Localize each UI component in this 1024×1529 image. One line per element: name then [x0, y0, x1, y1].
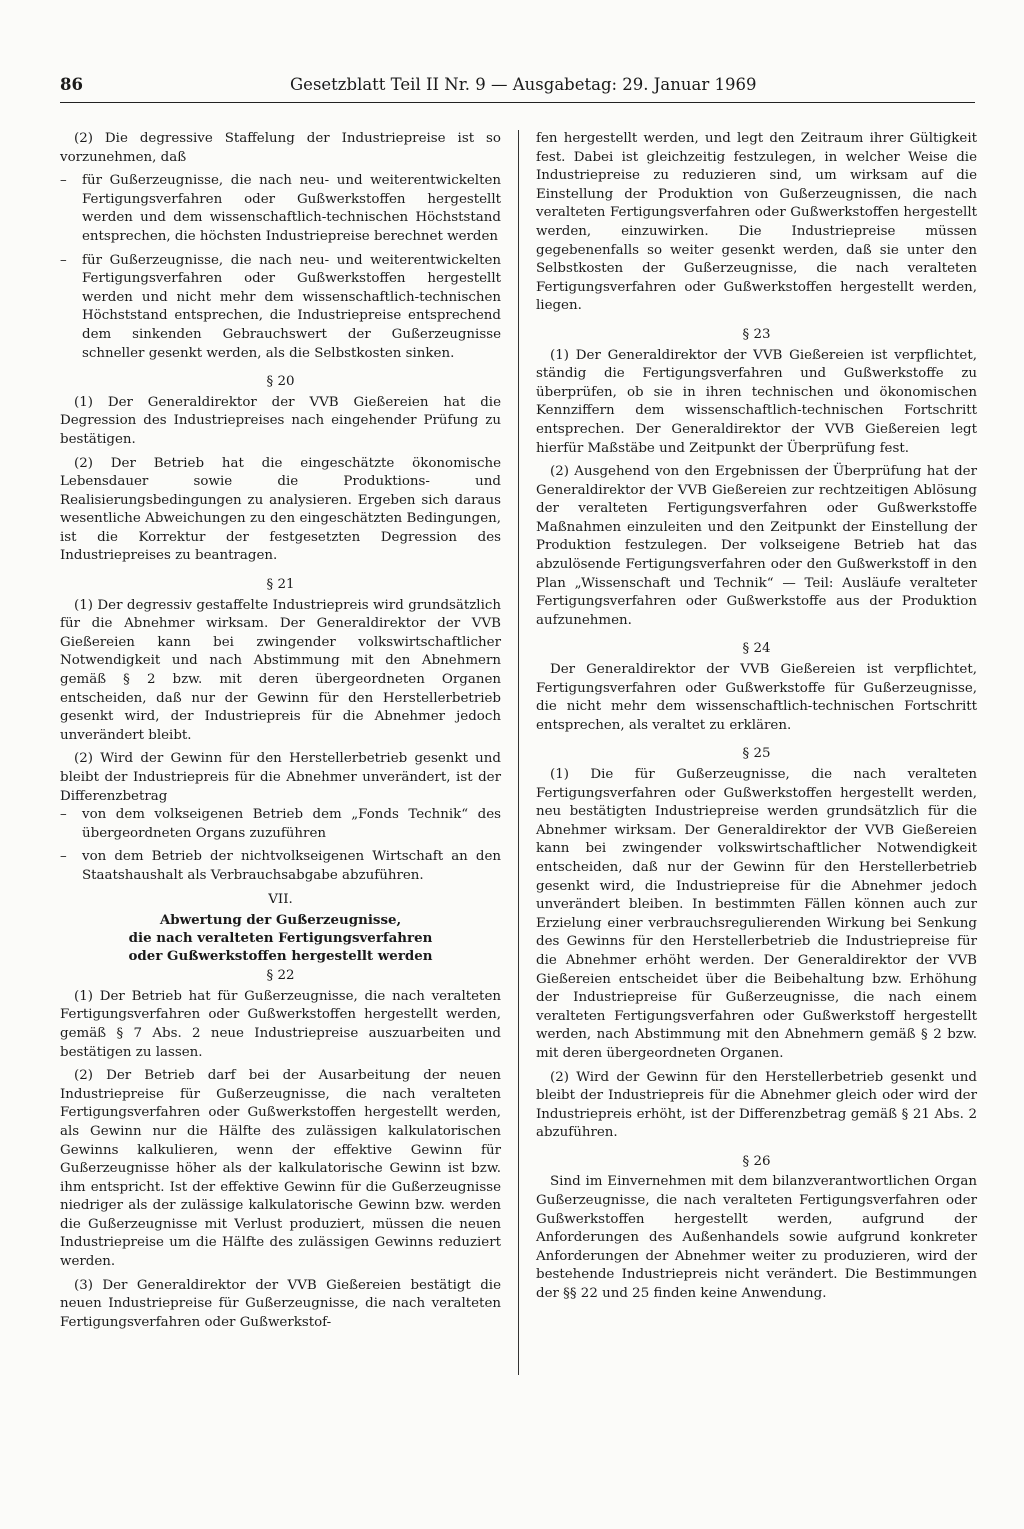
- section-heading: § 22: [266, 968, 295, 984]
- paragraph: (1) Der Generaldirektor der VVB Gießereien ist verpflichtet, ständig die Fertigungsverfahren und Gußwerkstoffe zu überprüfen, ob sie in ihren technischen und ökonomischen Kennziffern dem wissenschaftlich-technischen Fortschritt entsprechen. Der Generaldirektor der VVB Gießereien legt hierfür Maßstäbe und Zeitpunkt der Überprüfung fest.: [536, 347, 977, 456]
- section-heading: § 23: [742, 326, 771, 342]
- section-heading: § 20: [266, 374, 295, 390]
- paragraph: (2) Wird der Gewinn für den Herstellerbetrieb gesenkt und bleibt der Industriepreis für die Abnehmer gleich oder wird der Industriepreis erhöht, ist der Differenzbetrag gemäß § 21 Abs. 2 abzuführen.: [536, 1069, 977, 1141]
- paragraph: Sind im Einvernehmen mit dem bilanzverantwortlichen Organ Gußerzeugnisse, die nach veralteten Fertigungsverfahren oder Gußwerkstoffen hergestellt werden, aufgrund der Anforderungen des Außenhandels sowie aufgrund konkreter Anforderungen der Abnehmer weiter zu produzieren, wird der bestehende Industriepreis nicht verändert. Die Bestimmungen der §§ 22 und 25 finden keine Anwendung.: [536, 1174, 977, 1302]
- paragraph: (2) Wird der Gewinn für den Herstellerbetrieb gesenkt und bleibt der Industriepreis für die Abnehmer unverändert, ist der Differenzbetrag: [60, 751, 501, 804]
- left-column: [60, 130, 501, 1337]
- section-heading: § 25: [742, 746, 771, 762]
- paragraph: (1) Der Betrieb hat für Gußerzeugnisse, die nach veralteten Fertigungsverfahren oder Gußwerkstoffen hergestellt werden, gemäß § 7 Abs. 2 neue Industriepreise auszuarbeiten und bestätigen zu lassen.: [60, 988, 501, 1060]
- paragraph: Der Generaldirektor der VVB Gießereien ist verpflichtet, Fertigungsverfahren oder Gußwerkstoffe für Gußerzeugnisse, die nicht mehr dem wissenschaftlich-technischen Fortschritt entsprechen, als veraltet zu erklären.: [536, 662, 977, 733]
- paragraph: fen hergestellt werden, und legt den Zeitraum ihrer Gültigkeit fest. Dabei ist gleichzeitig festzulegen, in welcher Weise die Industriepreise zu reduzieren sind, um wirksam auf die Einstellung der Produktion von Gußerzeugnissen, die nach veralteten Fertigungsverfahren oder Gußwerkstoffen hergestellt werden, einzuwirken. Die Industriepreise müssen gegebenenfalls so weiter gesenkt werden, daß sie unter den Selbstkosten der Gußerzeugnisse, die nach veralteten Fertigungsverfahren oder Gußwerkstoffen hergestellt werden, liegen.: [536, 131, 977, 314]
- running-head: Gesetzblatt Teil II Nr. 9 — Ausgabetag: 29. Januar 1969: [290, 75, 757, 94]
- page-header: [60, 74, 975, 98]
- dash-item: – für Gußerzeugnisse, die nach neu- und weiterentwickelten Fertigungsverfahren oder Gußwerkstoffen hergestellt werden und nicht mehr dem wissenschaftlich-technischen Höchststand entsprechen, die Industriepreise entsprechend dem sinkenden Gebrauchswert der Gußerzeugnisse schneller gesenkt werden, als die Selbstkosten sinken.: [60, 252, 501, 364]
- section-heading: § 24: [742, 641, 771, 657]
- chapter-title-line: oder Gußwerkstoffen hergestellt werden: [128, 948, 433, 965]
- chapter-number: VII.: [268, 891, 293, 907]
- section-heading: § 21: [266, 577, 295, 593]
- paragraph: (1) Der degressiv gestaffelte Industriepreis wird grundsätzlich für die Abnehmer wirksam. Der Generaldirektor der VVB Gießereien kann bei zwingender volkswirtschaftlicher Notwendigkeit und nach Abstimmung mit den Abnehmern gemäß § 2 bzw. mit deren übergeordneten Organen entscheiden, daß nur der Gewinn für den Herstellerbetrieb gesenkt wird, der Industriepreis für die Abnehmer jedoch unverändert bleibt.: [60, 597, 501, 743]
- chapter-title-line: Abwertung der Gußerzeugnisse,: [159, 912, 402, 929]
- dash-item: – von dem Betrieb der nichtvolkseigenen Wirtschaft an den Staatshaushalt als Verbrauchsabgabe abzuführen.: [60, 848, 501, 885]
- paragraph: (2) Der Betrieb hat die eingeschätzte ökonomische Lebensdauer sowie die Produktions- und Realisierungsbedingungen zu analysieren. Ergeben sich daraus wesentliche Abweichungen zu den eingeschätzten Bedingungen, ist die Korrektur der festgesetzten Degression des Industriepreises zu beantragen.: [60, 455, 501, 564]
- page-number: 86: [60, 75, 83, 94]
- header-rule: [60, 102, 975, 103]
- paragraph: (2) Ausgehend von den Ergebnissen der Überprüfung hat der Generaldirektor der VVB Gießereien zur rechtzeitigen Ablösung der veralteten Fertigungsverfahren oder Gußwerkstoffe Maßnahmen einzuleiten und den Zeitpunkt der Einstellung der Produktion festzulegen. Der volkseigene Betrieb hat das abzulösende Fertigungsverfahren oder den Gußwerkstoff in den Plan „Wissenschaft und Technik“ — Teil: Ausläufe veralteter Fertigungsverfahren oder Gußwerkstoffe aus der Produktion aufzunehmen.: [536, 464, 977, 628]
- paragraph: (2) Die degressive Staffelung der Industriepreise ist so vorzunehmen, daß: [60, 131, 501, 165]
- paragraph: (1) Der Generaldirektor der VVB Gießereien hat die Degression des Industriepreises nach eingehender Prüfung zu bestätigen.: [60, 394, 501, 447]
- paragraph: (2) Der Betrieb darf bei der Ausarbeitung der neuen Industriepreise für Gußerzeugnisse, die nach veralteten Fertigungsverfahren oder Gußwerkstoffen hergestellt werden, als Gewinn nur die Hälfte des zulässigen kalkulatorischen Gewinns kalkulieren, wenn der effektive Gewinn für Gußerzeugnisse höher als der kalkulatorische Gewinn ist bzw. ihm entspricht. Ist der effektive Gewinn für die Gußerzeugnisse niedriger als der zulässige kalkulatorische Gewinn bzw. werden die Gußerzeugnisse mit Verlust produziert, müssen die neuen Industriepreise um die Hälfte des zulässigen Gewinns reduziert werden.: [60, 1068, 501, 1270]
- chapter-title: [60, 911, 501, 965]
- chapter-title-line: die nach veralteten Fertigungsverfahren: [128, 930, 433, 947]
- dash-item: – für Gußerzeugnisse, die nach neu- und weiterentwickelten Fertigungsverfahren oder Gußwerkstoffen hergestellt werden und dem wissenschaftlich-technischen Höchststand entsprechen, die höchsten Industriepreise berechnet werden: [60, 172, 501, 246]
- section-heading: § 26: [742, 1153, 771, 1169]
- dash-item: – von dem volkseigenen Betrieb dem „Fonds Technik“ des übergeordneten Organs zuzuführen: [60, 806, 501, 843]
- paragraph: (1) Die für Gußerzeugnisse, die nach veralteten Fertigungsverfahren oder Gußwerkstoffen hergestellt werden, neu bestätigten Industriepreise werden grundsätzlich für die Abnehmer wirksam. Der Generaldirektor der VVB Gießereien kann bei zwingender volkswirtschaftlicher Notwendigkeit entscheiden, daß nur der Gewinn für den Herstellerbetrieb gesenkt wird, die Industriepreise für die Abnehmer jedoch unverändert bleiben. In bestimmten Fällen können auch zur Erzielung einer verbrauchsregulierenden Wirkung bei Senkung des Gewinns für den Herstellerbetrieb die Industriepreise für die Abnehmer erhöht werden. Der Generaldirektor der VVB Gießereien entscheidet über die Beibehaltung bzw. Erhöhung der Industriepreise für Gußerzeugnisse, die nach einem veralteten Fertigungsverfahren oder Gußwerkstoff hergestellt werden, nach Abstimmung mit den Abnehmern gemäß § 2 bzw. mit deren übergeordneten Organen.: [536, 767, 977, 1061]
- column-divider: [518, 130, 519, 1375]
- paragraph: (3) Der Generaldirektor der VVB Gießereien bestätigt die neuen Industriepreise für Gußerzeugnisse, die nach veralteten Fertigungsverfahren oder Gußwerkstof-: [60, 1277, 501, 1330]
- right-column: [536, 130, 977, 1309]
